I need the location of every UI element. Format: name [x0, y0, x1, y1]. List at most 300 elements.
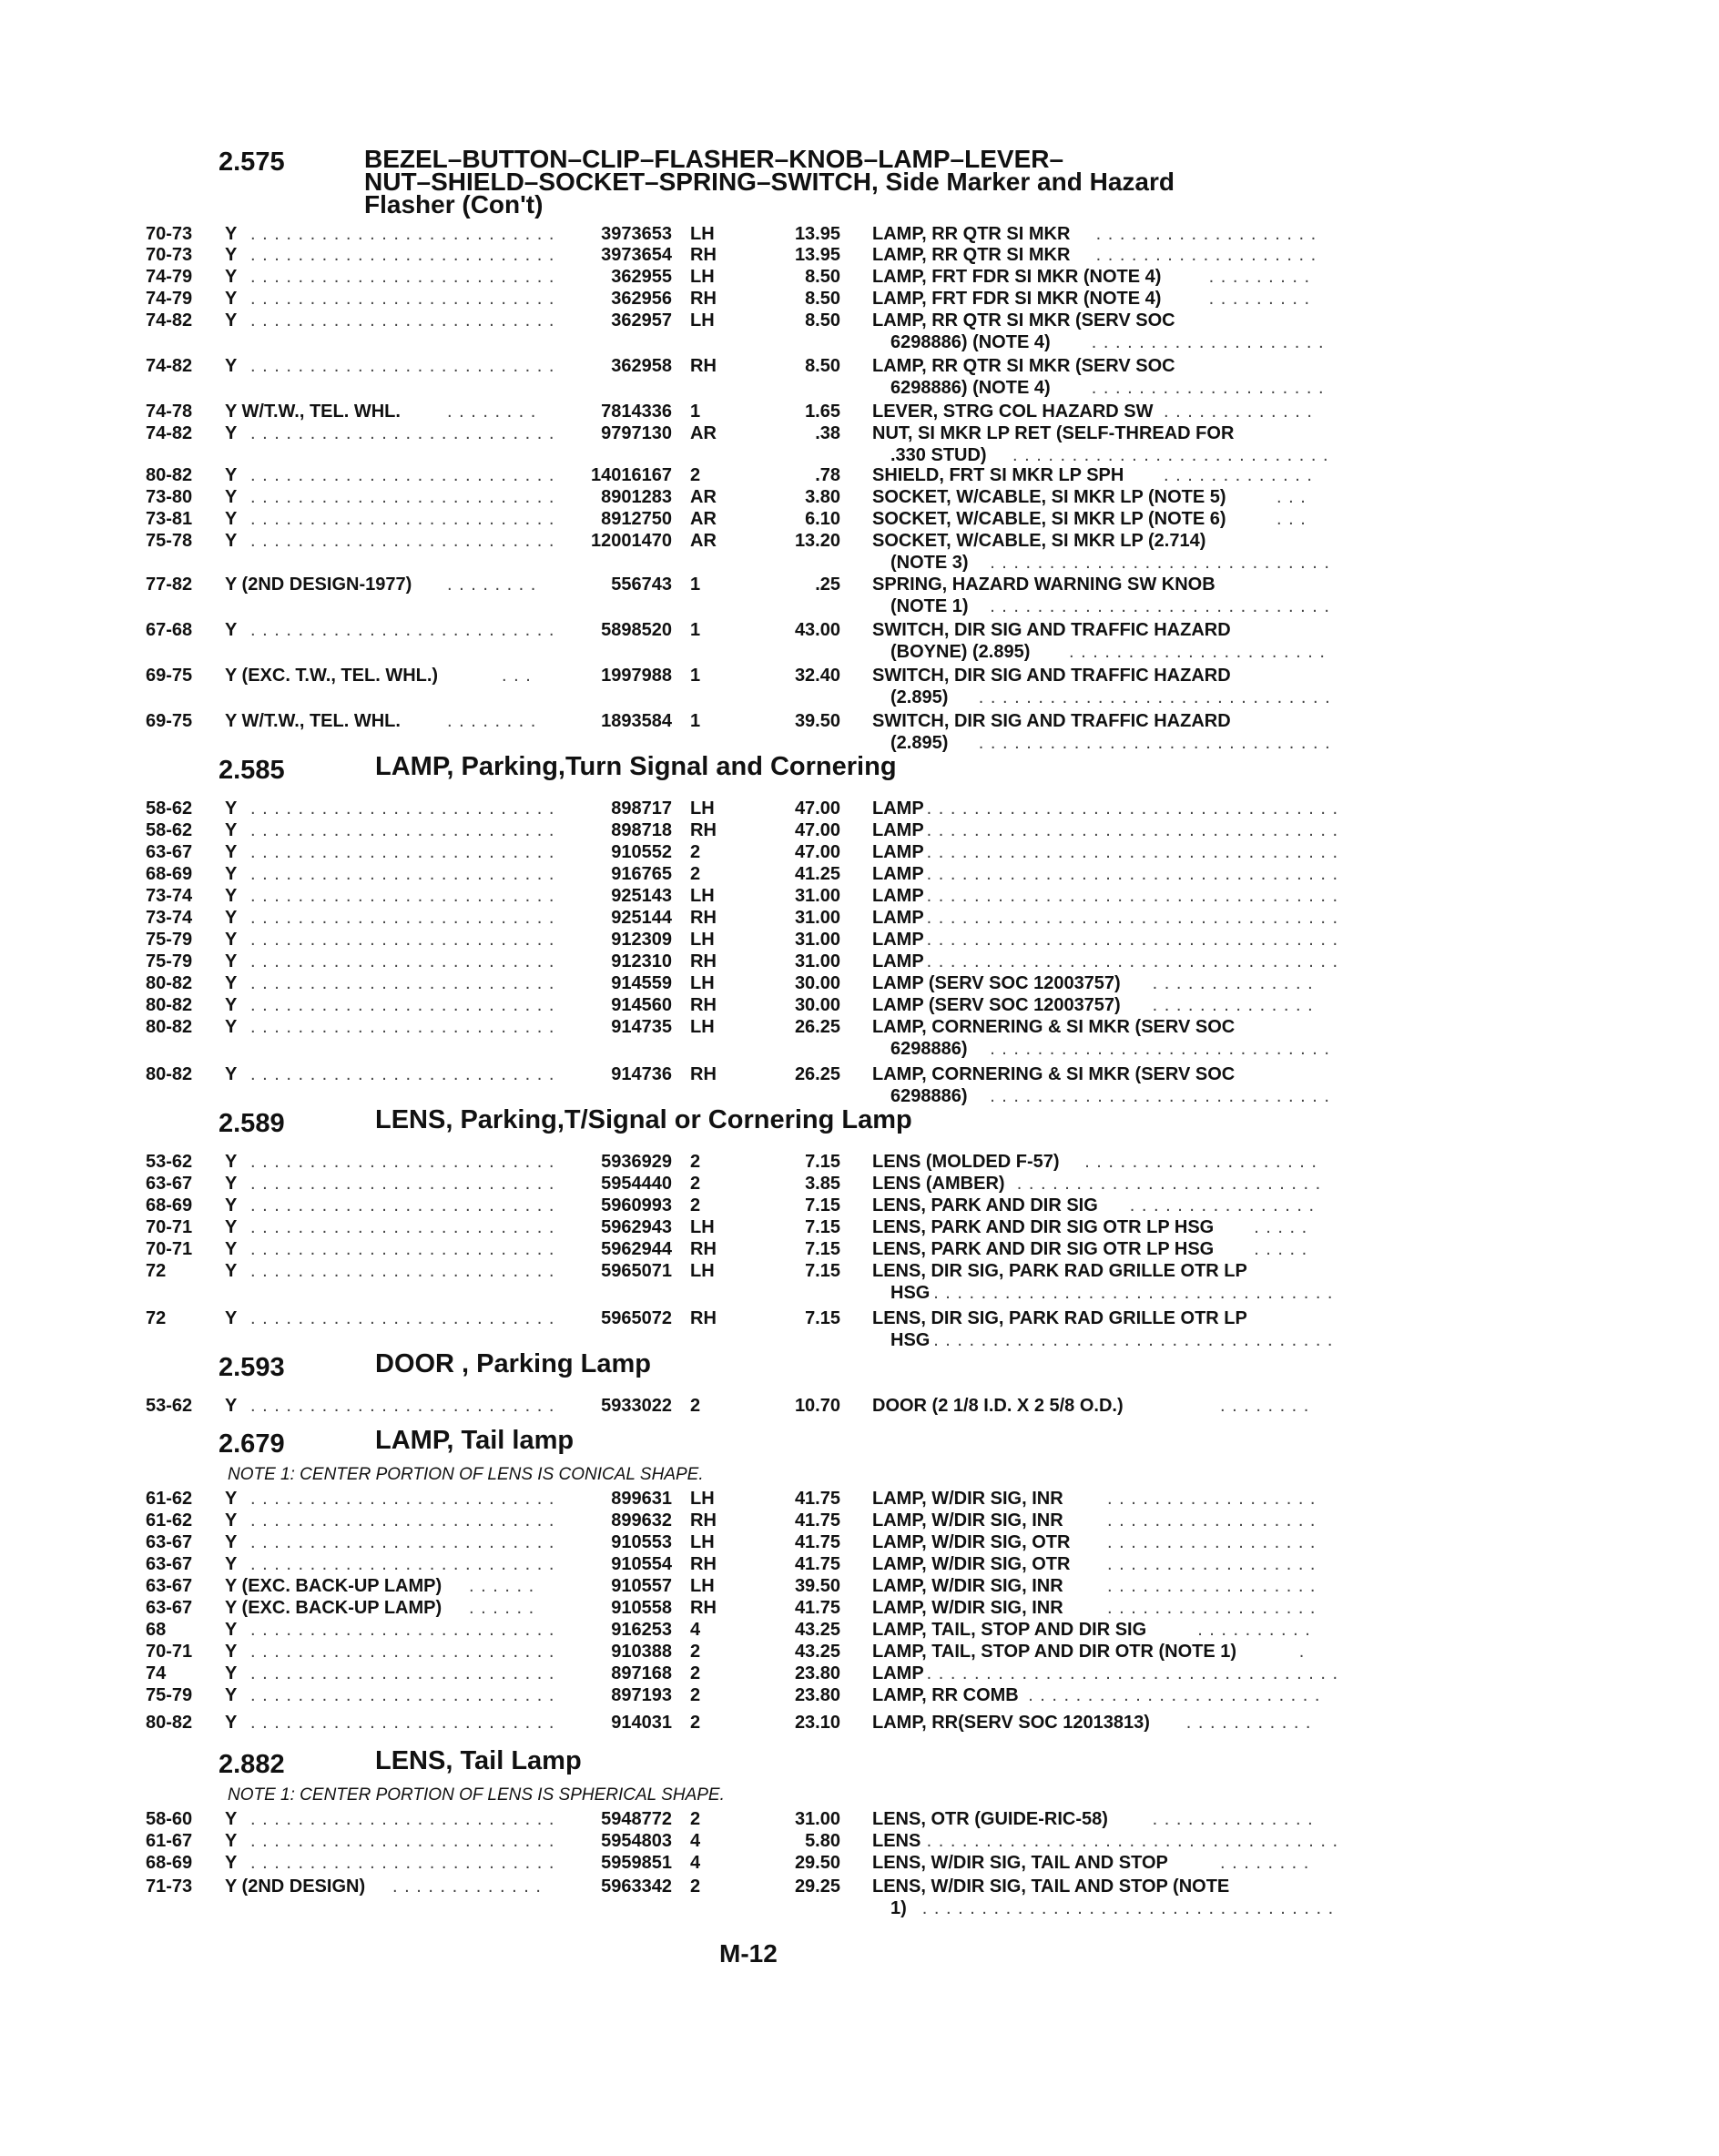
price: .78 — [815, 465, 840, 485]
leader-dots: . . . . . . . . . . . . . . . . . . . . . . . . . . — [250, 864, 555, 884]
application: Y — [225, 1809, 238, 1829]
application: Y — [225, 995, 238, 1015]
leader-dots: . . . . . . . . . . . . . . . . . . . . — [1091, 378, 1325, 398]
price: 41.25 — [794, 864, 840, 884]
leader-dots: . . . . . . . . . . . . . . . . . . . . . . . . . . . . . . . . . . . — [926, 820, 1339, 840]
part-number: 898717 — [611, 798, 672, 819]
price: 7.15 — [805, 1217, 840, 1237]
leader-dots: . . . . . . . . . . . . . . . . . . . . . . . . . . — [250, 1217, 555, 1237]
price: 41.75 — [794, 1510, 840, 1531]
section-title: LAMP, Tail lamp — [375, 1426, 575, 1455]
part-number: 910554 — [611, 1554, 672, 1574]
application: Y (2ND DESIGN-1977) — [225, 575, 412, 595]
price: 26.25 — [794, 1064, 840, 1084]
application: Y — [225, 1152, 238, 1172]
leader-dots: . . . . . . — [469, 1576, 535, 1596]
price: 47.00 — [794, 820, 840, 840]
leader-dots: . . . . . . . . . . . . . . — [1152, 1809, 1314, 1829]
leader-dots: . . . . . . . . . . . . . . . . . . . . . . . . . . — [250, 1620, 555, 1640]
part-number: 912309 — [611, 930, 672, 950]
description: LAMP, FRT FDR SI MKR (NOTE 4) — [872, 267, 1162, 287]
price: 41.75 — [794, 1489, 840, 1509]
quantity: RH — [690, 908, 717, 928]
part-number: 5948772 — [601, 1809, 672, 1829]
model-years: 53-62 — [146, 1396, 193, 1416]
model-years: 73-74 — [146, 908, 193, 928]
model-years: 70-73 — [146, 245, 193, 265]
price: 6.10 — [805, 509, 840, 529]
part-number: 910388 — [611, 1642, 672, 1662]
description: SWITCH, DIR SIG AND TRAFFIC HAZARD — [872, 620, 1231, 640]
model-years: 73-80 — [146, 487, 193, 507]
model-years: 63-67 — [146, 1174, 193, 1194]
part-number: 897168 — [611, 1663, 672, 1683]
leader-dots: . . . . . . . . . . . . . . . . . . — [1107, 1532, 1317, 1552]
description: LAMP, RR QTR SI MKR — [872, 245, 1071, 265]
application: Y W/T.W., TEL. WHL. — [225, 711, 401, 731]
price: 7.15 — [805, 1239, 840, 1259]
description: LAMP — [872, 798, 924, 819]
application: Y — [225, 1713, 238, 1733]
application: Y — [225, 245, 238, 265]
description: LAMP — [872, 1663, 924, 1683]
part-number: 914560 — [611, 995, 672, 1015]
description: LENS, W/DIR SIG, TAIL AND STOP — [872, 1853, 1168, 1873]
leader-dots: . . . . . . . . . . . . . . . . . . . . . . . . . . . . . — [990, 596, 1330, 616]
description: LENS, DIR SIG, PARK RAD GRILLE OTR LP — [872, 1261, 1247, 1281]
leader-dots: . . . . . . . . . . . . . . . . . . . . — [1084, 1152, 1317, 1172]
leader-dots: . . . . . . . . . . . . . . . . . . . . . . . . . . — [250, 1831, 555, 1851]
leader-dots: . . . . . . . . . . . . . . . . . . . . . . . . . . . . . . . . . . . — [926, 908, 1339, 928]
description: LAMP, RR COMB — [872, 1685, 1019, 1705]
part-number: 362958 — [611, 356, 672, 376]
description-continued: (NOTE 1) — [890, 596, 969, 616]
description: LAMP — [872, 864, 924, 884]
leader-dots: . . . . . . . . . . . — [1185, 1713, 1312, 1733]
leader-dots: . . . . . . . . . . . . . . . . . . . . . . . . . . — [250, 531, 555, 551]
application: Y (EXC. BACK-UP LAMP) — [225, 1598, 442, 1618]
price: 29.25 — [794, 1876, 840, 1897]
leader-dots: . . . . . . . . . . . . . . . . . . . . . . . . . . . . . . . . . . . — [926, 1831, 1339, 1851]
application: Y — [225, 1017, 238, 1037]
application: Y — [225, 1064, 238, 1084]
model-years: 61-67 — [146, 1831, 193, 1851]
part-number: 5960993 — [601, 1195, 672, 1215]
leader-dots: . . . . . . . . . . . . . . . . — [1129, 1195, 1316, 1215]
quantity: LH — [690, 267, 715, 287]
quantity: RH — [690, 289, 717, 309]
leader-dots: . . . . . . . . . . . . . . . . . . . . . . . . . . — [250, 1713, 555, 1733]
quantity: LH — [690, 930, 715, 950]
description: LAMP — [872, 908, 924, 928]
description: LAMP, W/DIR SIG, INR — [872, 1510, 1063, 1531]
model-years: 69-75 — [146, 666, 193, 686]
quantity: RH — [690, 1554, 717, 1574]
model-years: 80-82 — [146, 1064, 193, 1084]
leader-dots: . . . . . . . . . . . . . . . . . . — [1107, 1510, 1317, 1531]
leader-dots: . . . . . . . . . . . . . . . . . . . . . . . . . — [1028, 1685, 1321, 1705]
part-number: 910557 — [611, 1576, 672, 1596]
leader-dots: . . . . . . . . . . . . . . . . . . . . . . . . . . . . . — [990, 1086, 1330, 1106]
part-number: 5936929 — [601, 1152, 672, 1172]
price: 23.80 — [794, 1685, 840, 1705]
leader-dots: . . . . . . . . . . . . . . . . . . . . . . . . . . — [250, 267, 555, 287]
section-number: 2.589 — [219, 1109, 285, 1138]
leader-dots: . . . . . . . . . . . . . . . . . . . . — [1091, 332, 1325, 352]
part-number: 910558 — [611, 1598, 672, 1618]
model-years: 61-62 — [146, 1489, 193, 1509]
description: LENS, PARK AND DIR SIG OTR LP HSG — [872, 1239, 1215, 1259]
description: LENS (MOLDED F-57) — [872, 1152, 1060, 1172]
description: LAMP, RR(SERV SOC 12013813) — [872, 1713, 1150, 1733]
application: Y — [225, 465, 238, 485]
part-number: 5965071 — [601, 1261, 672, 1281]
part-number: 912310 — [611, 951, 672, 971]
part-number: 8901283 — [601, 487, 672, 507]
price: 1.65 — [805, 402, 840, 422]
part-entry — [0, 665, 1719, 710]
model-years: 68 — [146, 1620, 167, 1640]
leader-dots: . . . . . . . . . . . . . . . . . . . . . . . . . . — [250, 1642, 555, 1662]
description: LAMP (SERV SOC 12003757) — [872, 973, 1121, 993]
leader-dots: . . . . . . . . . . . . . . . . . . . . . . . . . . — [250, 1532, 555, 1552]
quantity: RH — [690, 245, 717, 265]
quantity: RH — [690, 356, 717, 376]
price: 41.75 — [794, 1554, 840, 1574]
model-years: 74-79 — [146, 267, 193, 287]
leader-dots: . . . . . . . . . . . . . . . . . . . . . . . . . . . — [1012, 445, 1329, 465]
model-years: 75-79 — [146, 930, 193, 950]
leader-dots: . . . . . . . . . . . . . . . . . . . . . . . . . . . . . . . . . . . — [926, 1663, 1339, 1683]
description-continued: (2.895) — [890, 687, 949, 707]
description: LAMP, W/DIR SIG, OTR — [872, 1554, 1071, 1574]
part-number: 914735 — [611, 1017, 672, 1037]
description: LENS, DIR SIG, PARK RAD GRILLE OTR LP — [872, 1308, 1247, 1328]
price: 13.95 — [794, 224, 840, 244]
model-years: 70-71 — [146, 1642, 193, 1662]
leader-dots: . . . . . . . . . . . . . . . . . . . . . . . . . . — [250, 465, 555, 485]
application: Y — [225, 620, 238, 640]
price: 13.20 — [794, 531, 840, 551]
model-years: 67-68 — [146, 620, 193, 640]
description-continued: 1) — [890, 1898, 907, 1918]
section-number: 2.882 — [219, 1750, 285, 1779]
leader-dots: . . . . . . . . . . . . . . — [1152, 973, 1314, 993]
leader-dots: . . . . . . . . . . . . . . . . . . . . . . . . . . — [250, 620, 555, 640]
leader-dots: . . . . . . . . . . . . . . . . . . . . . . . . . . — [250, 245, 555, 265]
price: 30.00 — [794, 973, 840, 993]
leader-dots: . . . . . . . . . . . . . . . . . . . . . . . . . . — [250, 1663, 555, 1683]
description: SOCKET, W/CABLE, SI MKR LP (NOTE 6) — [872, 509, 1226, 529]
application: Y (EXC. BACK-UP LAMP) — [225, 1576, 442, 1596]
quantity: 2 — [690, 1642, 701, 1662]
quantity: LH — [690, 1576, 715, 1596]
leader-dots: . . . . . . . . . . . . . . . . . . . . . . . . . . — [250, 487, 555, 507]
price: 47.00 — [794, 842, 840, 862]
application: Y — [225, 951, 238, 971]
leader-dots: . . . . . . . . . . . . . . . . . . . . . . . . . . — [250, 820, 555, 840]
part-number: 925144 — [611, 908, 672, 928]
description: NUT, SI MKR LP RET (SELF-THREAD FOR — [872, 423, 1235, 443]
application: Y — [225, 1239, 238, 1259]
part-entry — [0, 1876, 1719, 1921]
model-years: 80-82 — [146, 1713, 193, 1733]
leader-dots: . . . . . . . . . . . . . . . . . . . . . . . . . . — [250, 289, 555, 309]
price: 26.25 — [794, 1017, 840, 1037]
leader-dots: . . . . . . . . . . . . . . . . . . . . . . . . . . — [250, 356, 555, 376]
part-number: 1997988 — [601, 666, 672, 686]
model-years: 73-74 — [146, 886, 193, 906]
part-number: 362957 — [611, 310, 672, 331]
quantity: 4 — [690, 1831, 701, 1851]
price: 47.00 — [794, 798, 840, 819]
description: LAMP, CORNERING & SI MKR (SERV SOC — [872, 1017, 1236, 1037]
quantity: 2 — [690, 1685, 701, 1705]
leader-dots: . . . . . . . . . . — [1197, 1620, 1311, 1640]
description: LAMP — [872, 930, 924, 950]
model-years: 74-82 — [146, 356, 193, 376]
description: LENS (AMBER) — [872, 1174, 1005, 1194]
description-continued: 6298886) (NOTE 4) — [890, 332, 1051, 352]
model-years: 58-62 — [146, 820, 193, 840]
leader-dots: . . . . . . . . — [1220, 1853, 1310, 1873]
price: 31.00 — [794, 930, 840, 950]
quantity: RH — [690, 820, 717, 840]
part-number: 3973654 — [601, 245, 672, 265]
description-continued: 6298886) (NOTE 4) — [890, 378, 1051, 398]
section-title: LENS, Tail Lamp — [375, 1746, 582, 1775]
model-years: 61-62 — [146, 1510, 193, 1531]
description: LAMP, FRT FDR SI MKR (NOTE 4) — [872, 289, 1162, 309]
part-number: 5954803 — [601, 1831, 672, 1851]
price: 10.70 — [794, 1396, 840, 1416]
leader-dots: . . . . . . . . . . . . . — [1164, 465, 1313, 485]
quantity: RH — [690, 1239, 717, 1259]
description: SWITCH, DIR SIG AND TRAFFIC HAZARD — [872, 711, 1231, 731]
application: Y — [225, 820, 238, 840]
description: LAMP, W/DIR SIG, OTR — [872, 1532, 1071, 1552]
section-title: LENS, Parking,T/Signal or Cornering Lamp — [375, 1105, 912, 1134]
quantity: RH — [690, 1064, 717, 1084]
part-entry — [0, 574, 1719, 619]
model-years: 74-82 — [146, 310, 193, 331]
quantity: 2 — [690, 1152, 701, 1172]
part-number: 916253 — [611, 1620, 672, 1640]
model-years: 63-67 — [146, 1554, 193, 1574]
application: Y — [225, 1217, 238, 1237]
price: 32.40 — [794, 666, 840, 686]
price: 8.50 — [805, 267, 840, 287]
price: 39.50 — [794, 711, 840, 731]
quantity: AR — [690, 531, 717, 551]
model-years: 68-69 — [146, 1195, 193, 1215]
price: 31.00 — [794, 886, 840, 906]
part-number: 3973653 — [601, 224, 672, 244]
price: 3.80 — [805, 487, 840, 507]
part-number: 14016167 — [591, 465, 672, 485]
part-entry — [0, 619, 1719, 665]
model-years: 58-60 — [146, 1809, 193, 1829]
part-number: 914031 — [611, 1713, 672, 1733]
application: Y — [225, 864, 238, 884]
leader-dots: . . . . . . . . . . . . . . . . . . . . . . . . . . — [250, 310, 555, 331]
price: 8.50 — [805, 310, 840, 331]
part-number: 5933022 — [601, 1396, 672, 1416]
leader-dots: . . . . . . . . . . . . . . . . . . . . . . . . . . . . . . . . . . . — [926, 886, 1339, 906]
model-years: 63-67 — [146, 1576, 193, 1596]
model-years: 74-82 — [146, 423, 193, 443]
part-number: 5963342 — [601, 1876, 672, 1897]
leader-dots: . . . . . . . . . . . . . . . . . . . . . . . . . . — [250, 973, 555, 993]
quantity: 1 — [690, 575, 701, 595]
application: Y — [225, 487, 238, 507]
quantity: AR — [690, 487, 717, 507]
description: LAMP, CORNERING & SI MKR (SERV SOC — [872, 1064, 1236, 1084]
description: LENS — [872, 1831, 921, 1851]
part-entry — [0, 355, 1719, 401]
price: 23.80 — [794, 1663, 840, 1683]
description-continued: 6298886) — [890, 1086, 968, 1106]
part-number: 12001470 — [591, 531, 672, 551]
description-continued: .330 STUD) — [890, 445, 987, 465]
model-years: 69-75 — [146, 711, 193, 731]
description-continued: (2.895) — [890, 733, 949, 753]
description: SOCKET, W/CABLE, SI MKR LP (NOTE 5) — [872, 487, 1226, 507]
price: 7.15 — [805, 1308, 840, 1328]
leader-dots: . . . . . . . . . . . . . . . . . . . . . . . . . . . . . . . . . . . — [926, 798, 1339, 819]
leader-dots: . . . . . . . . . . . . . . . . . . . . . . . . . . — [250, 798, 555, 819]
application: Y — [225, 1532, 238, 1552]
leader-dots: . . . . . . . . . . . . . . . . . . . . . . . . . . — [250, 1809, 555, 1829]
part-number: 1893584 — [601, 711, 672, 731]
quantity: LH — [690, 1017, 715, 1037]
part-number: 362955 — [611, 267, 672, 287]
leader-dots: . . . . . . . . . . . . . . . . . . . . . . . . . . — [250, 224, 555, 244]
price: 41.75 — [794, 1532, 840, 1552]
leader-dots: . . . . . . . . . . . . . . . . . . . . . . . . . . — [250, 1064, 555, 1084]
model-years: 70-71 — [146, 1217, 193, 1237]
model-years: 63-67 — [146, 1532, 193, 1552]
part-number: 556743 — [611, 575, 672, 595]
quantity: 2 — [690, 1809, 701, 1829]
price: 39.50 — [794, 1576, 840, 1596]
application: Y — [225, 310, 238, 331]
quantity: LH — [690, 310, 715, 331]
quantity: RH — [690, 951, 717, 971]
section-title: DOOR , Parking Lamp — [375, 1349, 651, 1378]
leader-dots: . . . . . . . . . . . . . — [1164, 402, 1313, 422]
quantity: 2 — [690, 465, 701, 485]
description: SHIELD, FRT SI MKR LP SPH — [872, 465, 1124, 485]
description: LAMP — [872, 886, 924, 906]
part-number: 9797130 — [601, 423, 672, 443]
leader-dots: . . . . . . . . . . . . . . . . . . . . . . . . . . — [250, 1195, 555, 1215]
leader-dots: . . . . . . . . . . . . . . . . . . . . . . . . . . — [250, 842, 555, 862]
leader-dots: . . . . . . . . . . . . . — [392, 1876, 542, 1897]
leader-dots: . . . . . . . . . . . . . . . . . . . . . . . . . . — [250, 1685, 555, 1705]
model-years: 70-73 — [146, 224, 193, 244]
quantity: 2 — [690, 1174, 701, 1194]
model-years: 68-69 — [146, 1853, 193, 1873]
application: Y — [225, 973, 238, 993]
part-number: 914559 — [611, 973, 672, 993]
price: .38 — [815, 423, 840, 443]
quantity: 2 — [690, 842, 701, 862]
quantity: 2 — [690, 1713, 701, 1733]
application: Y — [225, 267, 238, 287]
description: LAMP, RR QTR SI MKR (SERV SOC — [872, 310, 1175, 331]
leader-dots: . . . . . . . . . . . . . . . . . . . . . . . . . . — [1016, 1174, 1322, 1194]
part-number: 8912750 — [601, 509, 672, 529]
price: 31.00 — [794, 1809, 840, 1829]
leader-dots: . . . . . . . . — [447, 711, 537, 731]
leader-dots: . . . . . . . . . . . . . . . . . . . . . . . . . . — [250, 908, 555, 928]
leader-dots: . . . . . . . . . . . . . . . . . . . . . . . . . . — [250, 1174, 555, 1194]
description: LAMP, W/DIR SIG, INR — [872, 1598, 1063, 1618]
section-note: NOTE 1: CENTER PORTION OF LENS IS CONICAL SHAPE. — [228, 1465, 704, 1484]
leader-dots: . . . . . . . . — [447, 575, 537, 595]
description: LENS, OTR (GUIDE-RIC-58) — [872, 1809, 1108, 1829]
description: LAMP, TAIL, STOP AND DIR SIG — [872, 1620, 1147, 1640]
description: LAMP, RR QTR SI MKR (SERV SOC — [872, 356, 1175, 376]
description: LAMP, W/DIR SIG, INR — [872, 1489, 1063, 1509]
section-number: 2.593 — [219, 1353, 285, 1382]
page-number: M-12 — [719, 1939, 778, 1968]
quantity: 1 — [690, 666, 701, 686]
price: 29.50 — [794, 1853, 840, 1873]
application: Y — [225, 224, 238, 244]
price: 7.15 — [805, 1195, 840, 1215]
description: LAMP — [872, 951, 924, 971]
leader-dots: . . . . . . . . . . . . . . . . . . . . . . . . . . . . . . . . . . . — [926, 864, 1339, 884]
part-number: 5962944 — [601, 1239, 672, 1259]
leader-dots: . . . . . . . . — [1220, 1396, 1310, 1416]
quantity: LH — [690, 1532, 715, 1552]
application: Y — [225, 531, 238, 551]
leader-dots: . . . . . . . . . . . . . . . . . . . . . . . . . . . . . — [990, 1039, 1330, 1059]
model-years: 73-81 — [146, 509, 193, 529]
part-entry — [0, 710, 1719, 756]
application: Y — [225, 930, 238, 950]
application: Y — [225, 423, 238, 443]
part-number: 362956 — [611, 289, 672, 309]
description: LAMP (SERV SOC 12003757) — [872, 995, 1121, 1015]
quantity: LH — [690, 973, 715, 993]
model-years: 80-82 — [146, 465, 193, 485]
section-number: 2.575 — [219, 147, 285, 177]
model-years: 68-69 — [146, 864, 193, 884]
application: Y — [225, 842, 238, 862]
quantity: 1 — [690, 711, 701, 731]
leader-dots: . . . . . . . . . . . . . . . . . . . . . . . . . . . . . . . . . . . — [926, 930, 1339, 950]
leader-dots: . . . . . . . . . . . . . . . . . . . . . . . . . . — [250, 1261, 555, 1281]
leader-dots: . . . . . . . . . . . . . . . . . . . . . . . . . . — [250, 1308, 555, 1328]
leader-dots: . . . . . . . . . . . . . . . . . . . . . . . . . . — [250, 1554, 555, 1574]
leader-dots: . . . . . . . . . . . . . . . . . . . . . . . . . . . . . . . . . . . — [921, 1898, 1335, 1918]
model-years: 77-82 — [146, 575, 193, 595]
quantity: RH — [690, 1510, 717, 1531]
quantity: LH — [690, 1489, 715, 1509]
leader-dots: . . . . . . . . . . . . . . . . . . . . . . . . . . — [250, 951, 555, 971]
leader-dots: . . . . . . . . . . . . . . . . . . — [1107, 1489, 1317, 1509]
leader-dots: . . . . . . . . . . . . . . . . . . . . . . . . . . — [250, 1017, 555, 1037]
leader-dots: . . . . . . . . — [447, 402, 537, 422]
model-years: 74-78 — [146, 402, 193, 422]
model-years: 53-62 — [146, 1152, 193, 1172]
part-number: 914736 — [611, 1064, 672, 1084]
leader-dots: . . . . . . . . . . . . . . — [1152, 995, 1314, 1015]
section-title: BEZEL–BUTTON–CLIP–FLASHER–KNOB–LAMP–LEVER– NUT–SHIELD–SOCKET–SPRING–SWITCH, Side Marker and Hazard Flasher (Con't) — [364, 145, 1175, 219]
